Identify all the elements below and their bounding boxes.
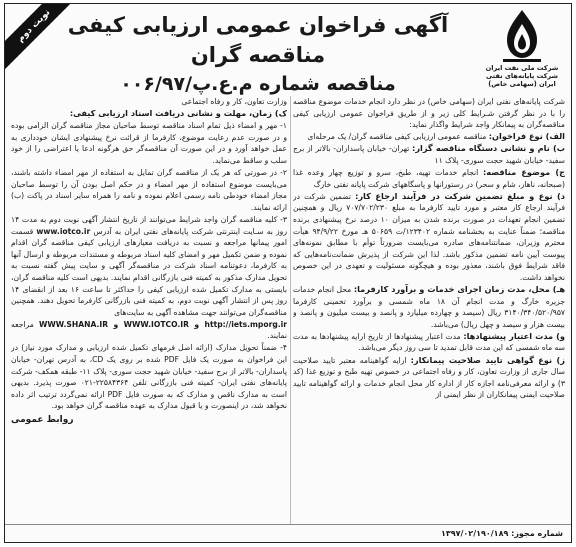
paragraph-text: مناقصه عمومی ارزیابی کیفی مناقصه گران/ یک مرحله‌ای [307,132,489,142]
column-divider [290,96,291,524]
tender-notice [4,3,572,543]
paragraph [11,214,287,318]
website-links[interactable]: WWW.SHANA.IR و WWW.IOTCO.IR و http://iets.mporg.ir [39,319,287,329]
paragraph [11,96,287,108]
paragraph [11,108,287,120]
signature: روابط عمومی [11,415,74,426]
notice-title: آگهی فراخوان عمومی ارزیابی کیفی مناقصه گران [67,13,449,67]
paragraph [293,143,565,166]
notice-body [5,96,571,524]
left-column [11,96,287,524]
footer: شماره مجوز: ۱۳۹۷/۰۲/۱۹۰/۱۸۹ [5,524,571,542]
org-name: شرکت ملی نفت ایران [485,64,559,72]
company-logo [479,6,565,92]
paragraph [293,167,565,190]
section-heading: ک) زمان، مهلت و نشانی دریافت اسناد ارزیابی کیفی: [69,108,287,119]
paragraph-text: محل انجام خدمات جزیره خارگ و مدت انجام آن ۱۸ ماه شمسی و برآورد تخمینی کارفرما ۳۱۴۰/۳۴۰/۵۲۰/۹۵۷ ریال (سیصد و چهارده میلیارد و پانصد و بیست میلیون و پانصد و بیست هزار و سیصد و چهل ریال) می‌باشد. [293,285,565,329]
section-heading: ز) نوع گواهی تایید صلاحیت پیمانکار: [410,354,565,365]
paragraph [293,284,565,330]
paragraph [293,131,565,143]
paragraph-text: انجام خدمات تهیه، طبخ، سرو و توزیع چهار وعده غذا (صبحانه، ناهار، شام و سحر) در رستورانها و پاسگاههای شرکت پایانه نفتی خارگ [293,168,565,189]
nioc-flame-icon [495,6,549,64]
paragraph-text: قسمت امور پیمانها مراجعه و نسبت به دریافت معیارهای ارزیابی کیفی مناقصه گران اقدام نموده و ضمن تکمیل مهر و امضای کلیه اسناد مربوطه و مستندات مربوطه و ارسال آنها به کارفرما، دعوتنامه اسناد شرکت در مناقصه‌گر آگهی و سایت پیش گفته نسبت به تحویل مدارک مذکور به کمیته فنی بازرگانی اقدام نمایند. بدیهی است کلیه مناقصه گران، بایستی به مدارک تکمیل شده ارزیابی کیفی را حداکثر تا ساعت ۱۶ بعد از انقضای ۱۴ روز پس از انتشار آگهی نوبت دوم، به کمیته فنی بازرگانی کارفرما تحویل دهند. همچنین مناقصه‌گران می‌توانند جهت مشاهده آگهی به سایت‌های [11,226,287,317]
paragraph [11,167,287,213]
paragraph-text: شرکت پایانه‌های نفتی ایران (سهامی خاص) در نظر دارد انجام خدمات موضوع مناقصه را با در نظر گرفتن شـرایط کلی زیر و از طریق فراخوان عمومی ارزیابی کیفی مناقصه‌گران به پیمانکار واجد شرایط واگذار نماید: [293,97,565,130]
paragraph-text: ۲- در صورتی که هر یک از مناقصه گران تمایل به استفاده از مهر امضاء داشته باشند، می‌بایست موضوع استفاده از مهر امضاء و در حکم اصل بودن آن را توسط صاحبان مجاز امضاء خودطی نامه رسمی اعلام نموده و نامه را همراه سایر اسناد در پاکت (ب) ارائه نمایند. [11,168,287,212]
notice-header [5,4,571,96]
paragraph [293,331,565,354]
paragraph-text: ارایه گواهینامه معتبر تایید صلاحیت سال جاری از وزارت تعاون، کار و رفاه اجتماعی در خصوص تهیه طبخ و توزیع غذا (کد ۳) و ارائه معرفی‌نامه اجازه کار از اداره کار محل انجام خدمات و ارائه گواهینامه تایید صلاحیت ایمنی پیمانکاران از نظر ایمنی از [293,355,565,400]
left-column-content [11,96,287,412]
company-name: شرکت پایانه‌های نفتی ایران (سهامی خاص) [485,72,559,88]
section-heading: ج) موضوع مناقصه: [483,167,565,178]
paragraph-text: وزارت تعاون، کار و رفاه اجتماعی [181,97,287,106]
paragraph-text: تهران- خیابان پاسداران- بالاتر از برج سفید- خیابان شهید حجت سوری- پلاک ۱۱ [293,144,565,165]
section-heading: د) نوع و مبلغ تضمین شرکت در فرآیند ارجاع کار: [355,190,565,201]
paragraph [11,120,287,166]
section-heading: و) مدت اعتبار پیشنهادها: [463,330,565,341]
paragraph [293,355,565,401]
paragraph-text: تضمین شرکت در فرآیند ارجاع کار معتبر و مورد تایید کارفرما به مبلغ ۷۰۷/۷۰۲/۲۳۰ ریال و همچنین تضمین انجام تعهدات در صورت برنده شدن به میزان ۱۰ درصد نرخ پیشنهادی برنده مناقصه؛ ضمناً عنایت به بخشنامه شماره ۱۲۳۴۰۲/ت ۵۰۶۵۹ هـ مورخ ۹۴/۹/۲۲ هیأت محترم وزیران، ضمانتنامه‌های صادره می‌بایست ضرورتاً توأم با مطابق نمونه‌های پیوست آیین نامه تضمین مذکور باشد. لذا این شرکت از پذیرش ضمانت‌نامه‌هایی که فاقد شرایط فوق باشند، معذور بوده و هیچگونه مسئولیت و تعهدی در این خصوص نخواهد داشت. [293,191,565,282]
section-heading: هـ) محل، مدت زمان اجرای خدمات و برآورد کارفرما: [353,284,565,294]
paragraph-text: ۳- کلیه مناقصه گران واجد شرایط می‌توانند از تاریخ انتشار آگهی نوبت دوم به مدت ۱۴ روز به سـایت اینترنتی شرکت پایانه‌های نفتی ایران به آدرس [11,214,287,236]
website-link[interactable]: www.iotco.ir [36,226,91,236]
section-heading: ب) نام و نشانی دستگاه مناقصه گزار: [412,143,565,154]
section-heading: الف) نوع فراخوان: [488,131,565,142]
paragraph [293,191,565,284]
paragraph-text: مدت اعتبار پیشنهادها از تاریخ ارایه پیشنهادها به مدت سه ماه شمسی که این مدت قابل تمدید تا سی روز دیگر می‌باشد. [293,331,565,353]
paragraph [11,319,287,342]
title-block [45,10,471,98]
paragraph-text: ۴- ضمناً تحویل مدارک (ارائه اصل فرمهای تکمیل شده ارزیابی و مدارک مورد نیاز) در این فراخوان به صورت یک فایل PDF شده بر روی یک CD، به آدرس تهران- خیابان پاسداران- بالاتر از برج سفید- خیابان شهید حجت سوری- پلاک ۱۱- طبقه همکف- شرکت پایانه‌های نفتی ایران- کمیته فنی بازرگانی تلفن ۲۲۵۸۴۳۶۴-۰۲۱ صورت پذیرد. بدیهی است به مدارک ناقص و مدارک که به صورت فایل PDF ارائه نمی‌گردد ترتیب اثر داده نخواهد شد، در اینصورت و یا قبول مدارک به عهده مناقصه گران خواهد بود. [11,343,287,411]
paragraph-text: مراجعه نمایند. [11,319,287,341]
paragraph [293,96,565,131]
right-column [293,96,565,524]
paragraph-text: ۱- مهر و امضاء ذیل تمام اسناد مناقصه توسط صاحبان مجاز مناقصه گران الزامی بوده و در صورت عدم رعایت موضوع، کارفرما از قرائت نرخ پیشنهادی ایشان خودداری به عمل خواهد آورد و در این صورت آن مناقصه‌گر حق هرگونه ادعا یا اعتراضی را از خود سلب و ساقط می‌نماید. [11,121,287,165]
issue-badge: نوبت دوم [4,3,80,72]
paragraph [11,342,287,412]
tender-number: مناقصه شماره م.ع.پ/۰۰۶/۹۷ [120,73,396,95]
